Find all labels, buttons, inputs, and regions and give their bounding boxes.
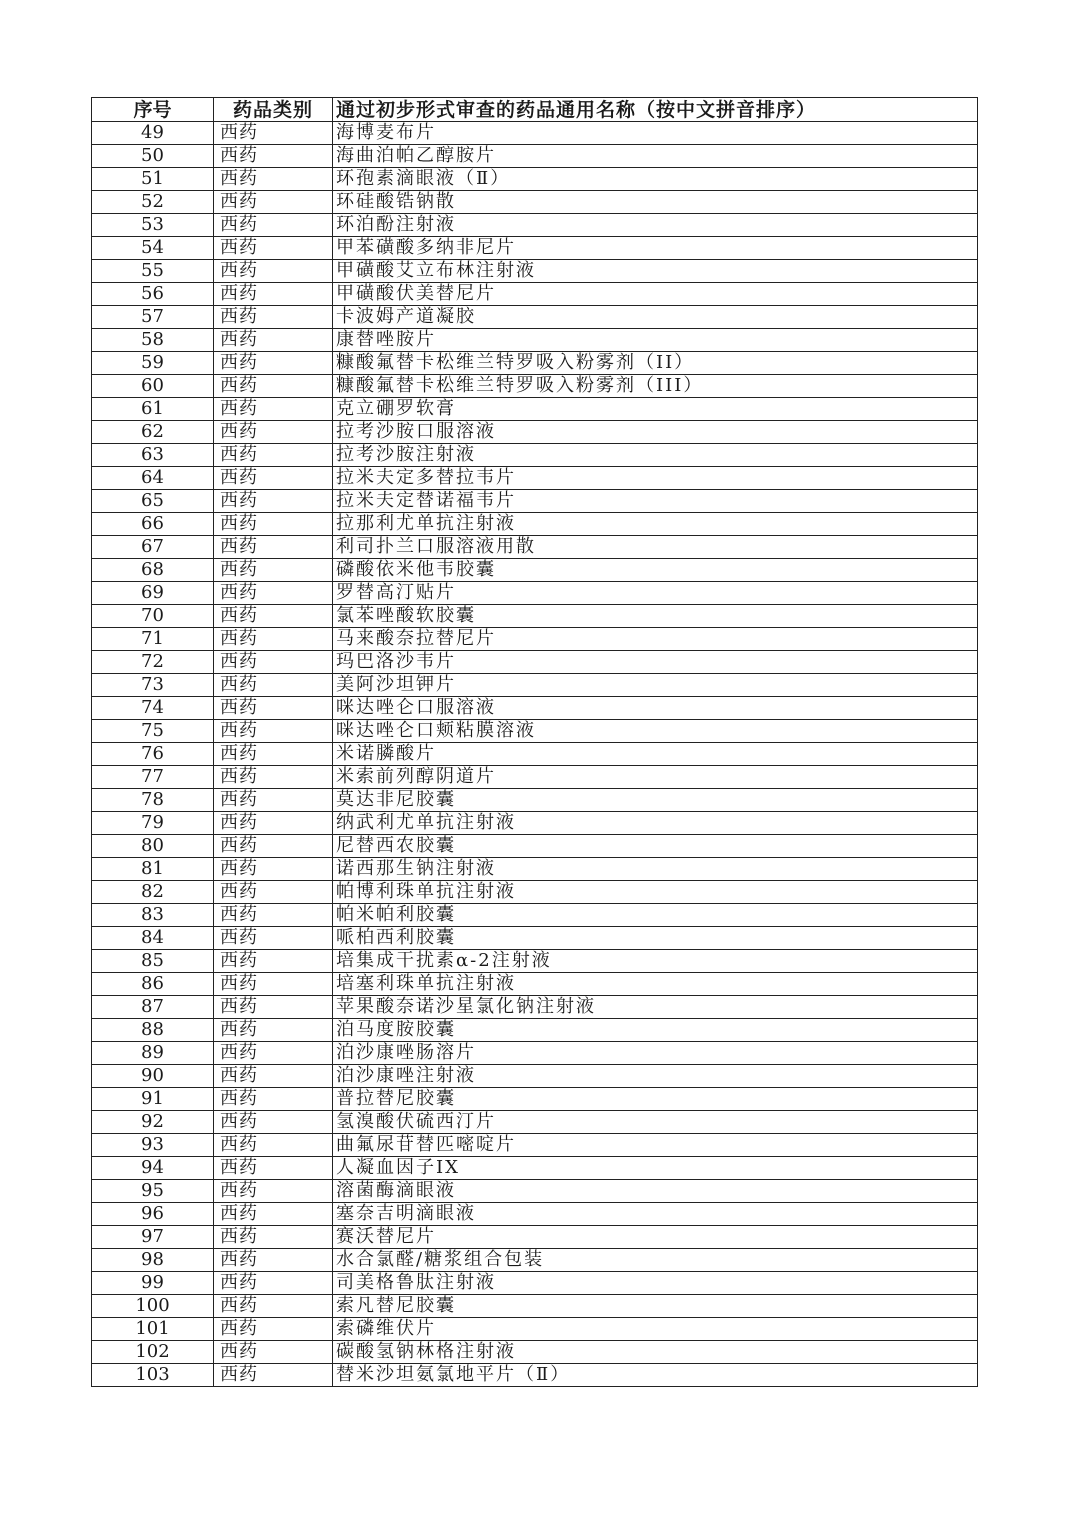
table-row [92, 214, 978, 237]
drug-name-cell: 咪达唑仑口颊粘膜溶液 [333, 720, 978, 743]
drug-name-cell: 环硅酸锆钠散 [333, 191, 978, 214]
drug-name-cell: 海曲泊帕乙醇胺片 [333, 145, 978, 168]
table-row [92, 191, 978, 214]
serial-number-cell: 86 [92, 973, 214, 996]
table-row [92, 766, 978, 789]
drug-name-cell: 海博麦布片 [333, 122, 978, 145]
serial-number-cell: 63 [92, 444, 214, 467]
drug-name-cell: 索凡替尼胶囊 [333, 1295, 978, 1318]
drug-name-cell: 塞奈吉明滴眼液 [333, 1203, 978, 1226]
table-row [92, 697, 978, 720]
drug-category-cell: 西药 [214, 1364, 333, 1387]
drug-category-cell: 西药 [214, 1134, 333, 1157]
drug-category-cell: 西药 [214, 1226, 333, 1249]
serial-number-cell: 100 [92, 1295, 214, 1318]
table-row [92, 260, 978, 283]
table-row [92, 237, 978, 260]
serial-number-cell: 71 [92, 628, 214, 651]
drug-category-cell: 西药 [214, 145, 333, 168]
drug-category-cell: 西药 [214, 835, 333, 858]
table-row [92, 1318, 978, 1341]
drug-name-cell: 赛沃替尼片 [333, 1226, 978, 1249]
drug-name-cell: 环孢素滴眼液（Ⅱ） [333, 168, 978, 191]
drug-category-cell: 西药 [214, 628, 333, 651]
serial-number-cell: 54 [92, 237, 214, 260]
drug-category-cell: 西药 [214, 421, 333, 444]
drug-name-cell: 马来酸奈拉替尼片 [333, 628, 978, 651]
serial-number-cell: 50 [92, 145, 214, 168]
drug-name-cell: 普拉替尼胶囊 [333, 1088, 978, 1111]
drug-category-cell: 西药 [214, 260, 333, 283]
serial-number-cell: 62 [92, 421, 214, 444]
drug-name-cell: 拉那利尤单抗注射液 [333, 513, 978, 536]
serial-number-cell: 52 [92, 191, 214, 214]
table-row [92, 835, 978, 858]
drug-name-cell: 利司扑兰口服溶液用散 [333, 536, 978, 559]
drug-category-cell: 西药 [214, 582, 333, 605]
drug-category-cell: 西药 [214, 191, 333, 214]
table-row [92, 881, 978, 904]
serial-number-cell: 92 [92, 1111, 214, 1134]
serial-number-cell: 95 [92, 1180, 214, 1203]
table-row [92, 467, 978, 490]
serial-number-cell: 61 [92, 398, 214, 421]
table-row [92, 1088, 978, 1111]
drug-category-cell: 西药 [214, 1180, 333, 1203]
table-row [92, 582, 978, 605]
drug-name-cell: 咪达唑仑口服溶液 [333, 697, 978, 720]
drug-name-cell: 甲磺酸伏美替尼片 [333, 283, 978, 306]
table-row [92, 1272, 978, 1295]
table-row [92, 720, 978, 743]
drug-category-cell: 西药 [214, 812, 333, 835]
table-row [92, 904, 978, 927]
drug-category-cell: 西药 [214, 398, 333, 421]
table-row [92, 421, 978, 444]
serial-number-cell: 65 [92, 490, 214, 513]
serial-number-cell: 93 [92, 1134, 214, 1157]
table-row [92, 1180, 978, 1203]
drug-name-cell: 环泊酚注射液 [333, 214, 978, 237]
drug-category-cell: 西药 [214, 605, 333, 628]
table-row [92, 858, 978, 881]
drug-category-cell: 西药 [214, 283, 333, 306]
table-body [92, 122, 978, 1387]
serial-number-cell: 81 [92, 858, 214, 881]
drug-name-cell: 诺西那生钠注射液 [333, 858, 978, 881]
table-row [92, 1019, 978, 1042]
table-row [92, 559, 978, 582]
table-row [92, 1203, 978, 1226]
table-row [92, 536, 978, 559]
drug-category-cell: 西药 [214, 214, 333, 237]
serial-number-cell: 97 [92, 1226, 214, 1249]
serial-number-cell: 74 [92, 697, 214, 720]
drug-name-cell: 替米沙坦氨氯地平片（Ⅱ） [333, 1364, 978, 1387]
drug-category-cell: 西药 [214, 467, 333, 490]
drug-name-cell: 哌柏西利胶囊 [333, 927, 978, 950]
drug-category-cell: 西药 [214, 927, 333, 950]
table-row [92, 1364, 978, 1387]
serial-number-cell: 91 [92, 1088, 214, 1111]
table-row [92, 1042, 978, 1065]
serial-number-cell: 75 [92, 720, 214, 743]
table-row [92, 398, 978, 421]
drug-category-cell: 西药 [214, 536, 333, 559]
drug-category-cell: 西药 [214, 904, 333, 927]
drug-category-cell: 西药 [214, 881, 333, 904]
drug-name-cell: 氢溴酸伏硫西汀片 [333, 1111, 978, 1134]
drug-category-cell: 西药 [214, 1203, 333, 1226]
drug-category-cell: 西药 [214, 1019, 333, 1042]
table-row [92, 1341, 978, 1364]
serial-number-cell: 77 [92, 766, 214, 789]
table-row [92, 306, 978, 329]
drug-name-cell: 司美格鲁肽注射液 [333, 1272, 978, 1295]
drug-category-cell: 西药 [214, 789, 333, 812]
drug-name-cell: 拉米夫定多替拉韦片 [333, 467, 978, 490]
table-row [92, 1111, 978, 1134]
table-row [92, 950, 978, 973]
serial-number-cell: 89 [92, 1042, 214, 1065]
serial-number-cell: 96 [92, 1203, 214, 1226]
drug-name-cell: 卡波姆产道凝胶 [333, 306, 978, 329]
drug-category-cell: 西药 [214, 168, 333, 191]
drug-name-cell: 尼替西农胶囊 [333, 835, 978, 858]
drug-category-cell: 西药 [214, 1318, 333, 1341]
drug-category-cell: 西药 [214, 720, 333, 743]
drug-name-cell: 莫达非尼胶囊 [333, 789, 978, 812]
serial-number-cell: 88 [92, 1019, 214, 1042]
table-row [92, 352, 978, 375]
drug-category-cell: 西药 [214, 1065, 333, 1088]
drug-category-cell: 西药 [214, 375, 333, 398]
drug-name-cell: 拉考沙胺注射液 [333, 444, 978, 467]
drug-name-cell: 罗替高汀贴片 [333, 582, 978, 605]
drug-category-cell: 西药 [214, 697, 333, 720]
table-row [92, 444, 978, 467]
drug-category-cell: 西药 [214, 996, 333, 1019]
drug-category-cell: 西药 [214, 766, 333, 789]
serial-number-cell: 58 [92, 329, 214, 352]
drug-category-cell: 西药 [214, 237, 333, 260]
table-row [92, 628, 978, 651]
drug-name-cell: 碳酸氢钠林格注射液 [333, 1341, 978, 1364]
serial-number-cell: 83 [92, 904, 214, 927]
drug-name-cell: 帕博利珠单抗注射液 [333, 881, 978, 904]
drug-name-cell: 米索前列醇阴道片 [333, 766, 978, 789]
drug-name-cell: 拉考沙胺口服溶液 [333, 421, 978, 444]
table-row [92, 651, 978, 674]
table-row [92, 743, 978, 766]
drug-category-cell: 西药 [214, 858, 333, 881]
table-row [92, 789, 978, 812]
table-row [92, 927, 978, 950]
serial-number-cell: 87 [92, 996, 214, 1019]
table-row [92, 168, 978, 191]
table-row [92, 605, 978, 628]
table-row [92, 145, 978, 168]
drug-category-cell: 西药 [214, 973, 333, 996]
serial-number-cell: 101 [92, 1318, 214, 1341]
table-row [92, 122, 978, 145]
drug-name-cell: 糠酸氟替卡松维兰特罗吸入粉雾剂（II） [333, 352, 978, 375]
drug-name-cell: 人凝血因子IX [333, 1157, 978, 1180]
table-header-row [92, 98, 978, 122]
table-row [92, 973, 978, 996]
drug-name-cell: 培塞利珠单抗注射液 [333, 973, 978, 996]
drug-name-cell: 玛巴洛沙韦片 [333, 651, 978, 674]
table-row [92, 490, 978, 513]
drug-name-cell: 康替唑胺片 [333, 329, 978, 352]
serial-number-cell: 79 [92, 812, 214, 835]
drug-name-cell: 拉米夫定替诺福韦片 [333, 490, 978, 513]
serial-number-cell: 70 [92, 605, 214, 628]
table-row [92, 1065, 978, 1088]
drug-category-cell: 西药 [214, 1295, 333, 1318]
serial-number-cell: 59 [92, 352, 214, 375]
drug-category-cell: 西药 [214, 674, 333, 697]
drug-name-cell: 帕米帕利胶囊 [333, 904, 978, 927]
drug-category-cell: 西药 [214, 1157, 333, 1180]
serial-number-cell: 82 [92, 881, 214, 904]
table-row [92, 513, 978, 536]
serial-number-cell: 78 [92, 789, 214, 812]
table-row [92, 1134, 978, 1157]
table-row [92, 812, 978, 835]
drug-category-cell: 西药 [214, 743, 333, 766]
drug-category-cell: 西药 [214, 329, 333, 352]
serial-number-cell: 67 [92, 536, 214, 559]
drug-name-cell: 甲磺酸艾立布林注射液 [333, 260, 978, 283]
table-row [92, 1295, 978, 1318]
serial-number-cell: 98 [92, 1249, 214, 1272]
table-row [92, 996, 978, 1019]
drug-category-cell: 西药 [214, 1042, 333, 1065]
serial-number-cell: 103 [92, 1364, 214, 1387]
serial-number-cell: 60 [92, 375, 214, 398]
drug-category-cell: 西药 [214, 1111, 333, 1134]
drug-name-cell: 糠酸氟替卡松维兰特罗吸入粉雾剂（III） [333, 375, 978, 398]
drug-name-cell: 水合氯醛/糖浆组合包装 [333, 1249, 978, 1272]
drug-name-cell: 溶菌酶滴眼液 [333, 1180, 978, 1203]
serial-number-cell: 64 [92, 467, 214, 490]
serial-number-cell: 73 [92, 674, 214, 697]
drug-name-cell: 美阿沙坦钾片 [333, 674, 978, 697]
serial-number-cell: 49 [92, 122, 214, 145]
serial-number-cell: 90 [92, 1065, 214, 1088]
drug-category-cell: 西药 [214, 122, 333, 145]
serial-number-cell: 57 [92, 306, 214, 329]
serial-number-cell: 51 [92, 168, 214, 191]
serial-number-cell: 80 [92, 835, 214, 858]
table-row [92, 1249, 978, 1272]
serial-number-cell: 85 [92, 950, 214, 973]
drug-category-cell: 西药 [214, 306, 333, 329]
serial-number-cell: 66 [92, 513, 214, 536]
serial-number-cell: 68 [92, 559, 214, 582]
drug-name-cell: 苹果酸奈诺沙星氯化钠注射液 [333, 996, 978, 1019]
serial-number-cell: 56 [92, 283, 214, 306]
drug-category-cell: 西药 [214, 513, 333, 536]
drug-name-cell: 米诺膦酸片 [333, 743, 978, 766]
drug-name-cell: 氯苯唑酸软胶囊 [333, 605, 978, 628]
serial-number-cell: 53 [92, 214, 214, 237]
serial-number-cell: 99 [92, 1272, 214, 1295]
table-row [92, 1226, 978, 1249]
drug-category-cell: 西药 [214, 444, 333, 467]
drug-name-cell: 索磷维伏片 [333, 1318, 978, 1341]
serial-number-cell: 55 [92, 260, 214, 283]
drug-category-cell: 西药 [214, 950, 333, 973]
drug-name-cell: 曲氟尿苷替匹嘧啶片 [333, 1134, 978, 1157]
drug-name-cell: 泊沙康唑注射液 [333, 1065, 978, 1088]
drug-name-cell: 磷酸依米他韦胶囊 [333, 559, 978, 582]
serial-number-cell: 72 [92, 651, 214, 674]
drug-category-cell: 西药 [214, 1272, 333, 1295]
drug-category-cell: 西药 [214, 1341, 333, 1364]
header-serial-number: 序号 [92, 98, 214, 122]
drug-list-table [91, 97, 978, 1387]
drug-name-cell: 泊马度胺胶囊 [333, 1019, 978, 1042]
table-row [92, 375, 978, 398]
serial-number-cell: 69 [92, 582, 214, 605]
drug-category-cell: 西药 [214, 1088, 333, 1111]
drug-category-cell: 西药 [214, 352, 333, 375]
drug-category-cell: 西药 [214, 490, 333, 513]
serial-number-cell: 76 [92, 743, 214, 766]
drug-category-cell: 西药 [214, 559, 333, 582]
drug-name-cell: 甲苯磺酸多纳非尼片 [333, 237, 978, 260]
drug-category-cell: 西药 [214, 1249, 333, 1272]
table-row [92, 283, 978, 306]
table-row [92, 674, 978, 697]
table-row [92, 329, 978, 352]
header-drug-name: 通过初步形式审查的药品通用名称（按中文拼音排序） [333, 98, 978, 122]
drug-name-cell: 泊沙康唑肠溶片 [333, 1042, 978, 1065]
table-row [92, 1157, 978, 1180]
serial-number-cell: 94 [92, 1157, 214, 1180]
drug-name-cell: 培集成干扰素α-2注射液 [333, 950, 978, 973]
drug-name-cell: 纳武利尤单抗注射液 [333, 812, 978, 835]
serial-number-cell: 102 [92, 1341, 214, 1364]
header-drug-category: 药品类别 [214, 98, 333, 122]
drug-category-cell: 西药 [214, 651, 333, 674]
drug-name-cell: 克立硼罗软膏 [333, 398, 978, 421]
serial-number-cell: 84 [92, 927, 214, 950]
